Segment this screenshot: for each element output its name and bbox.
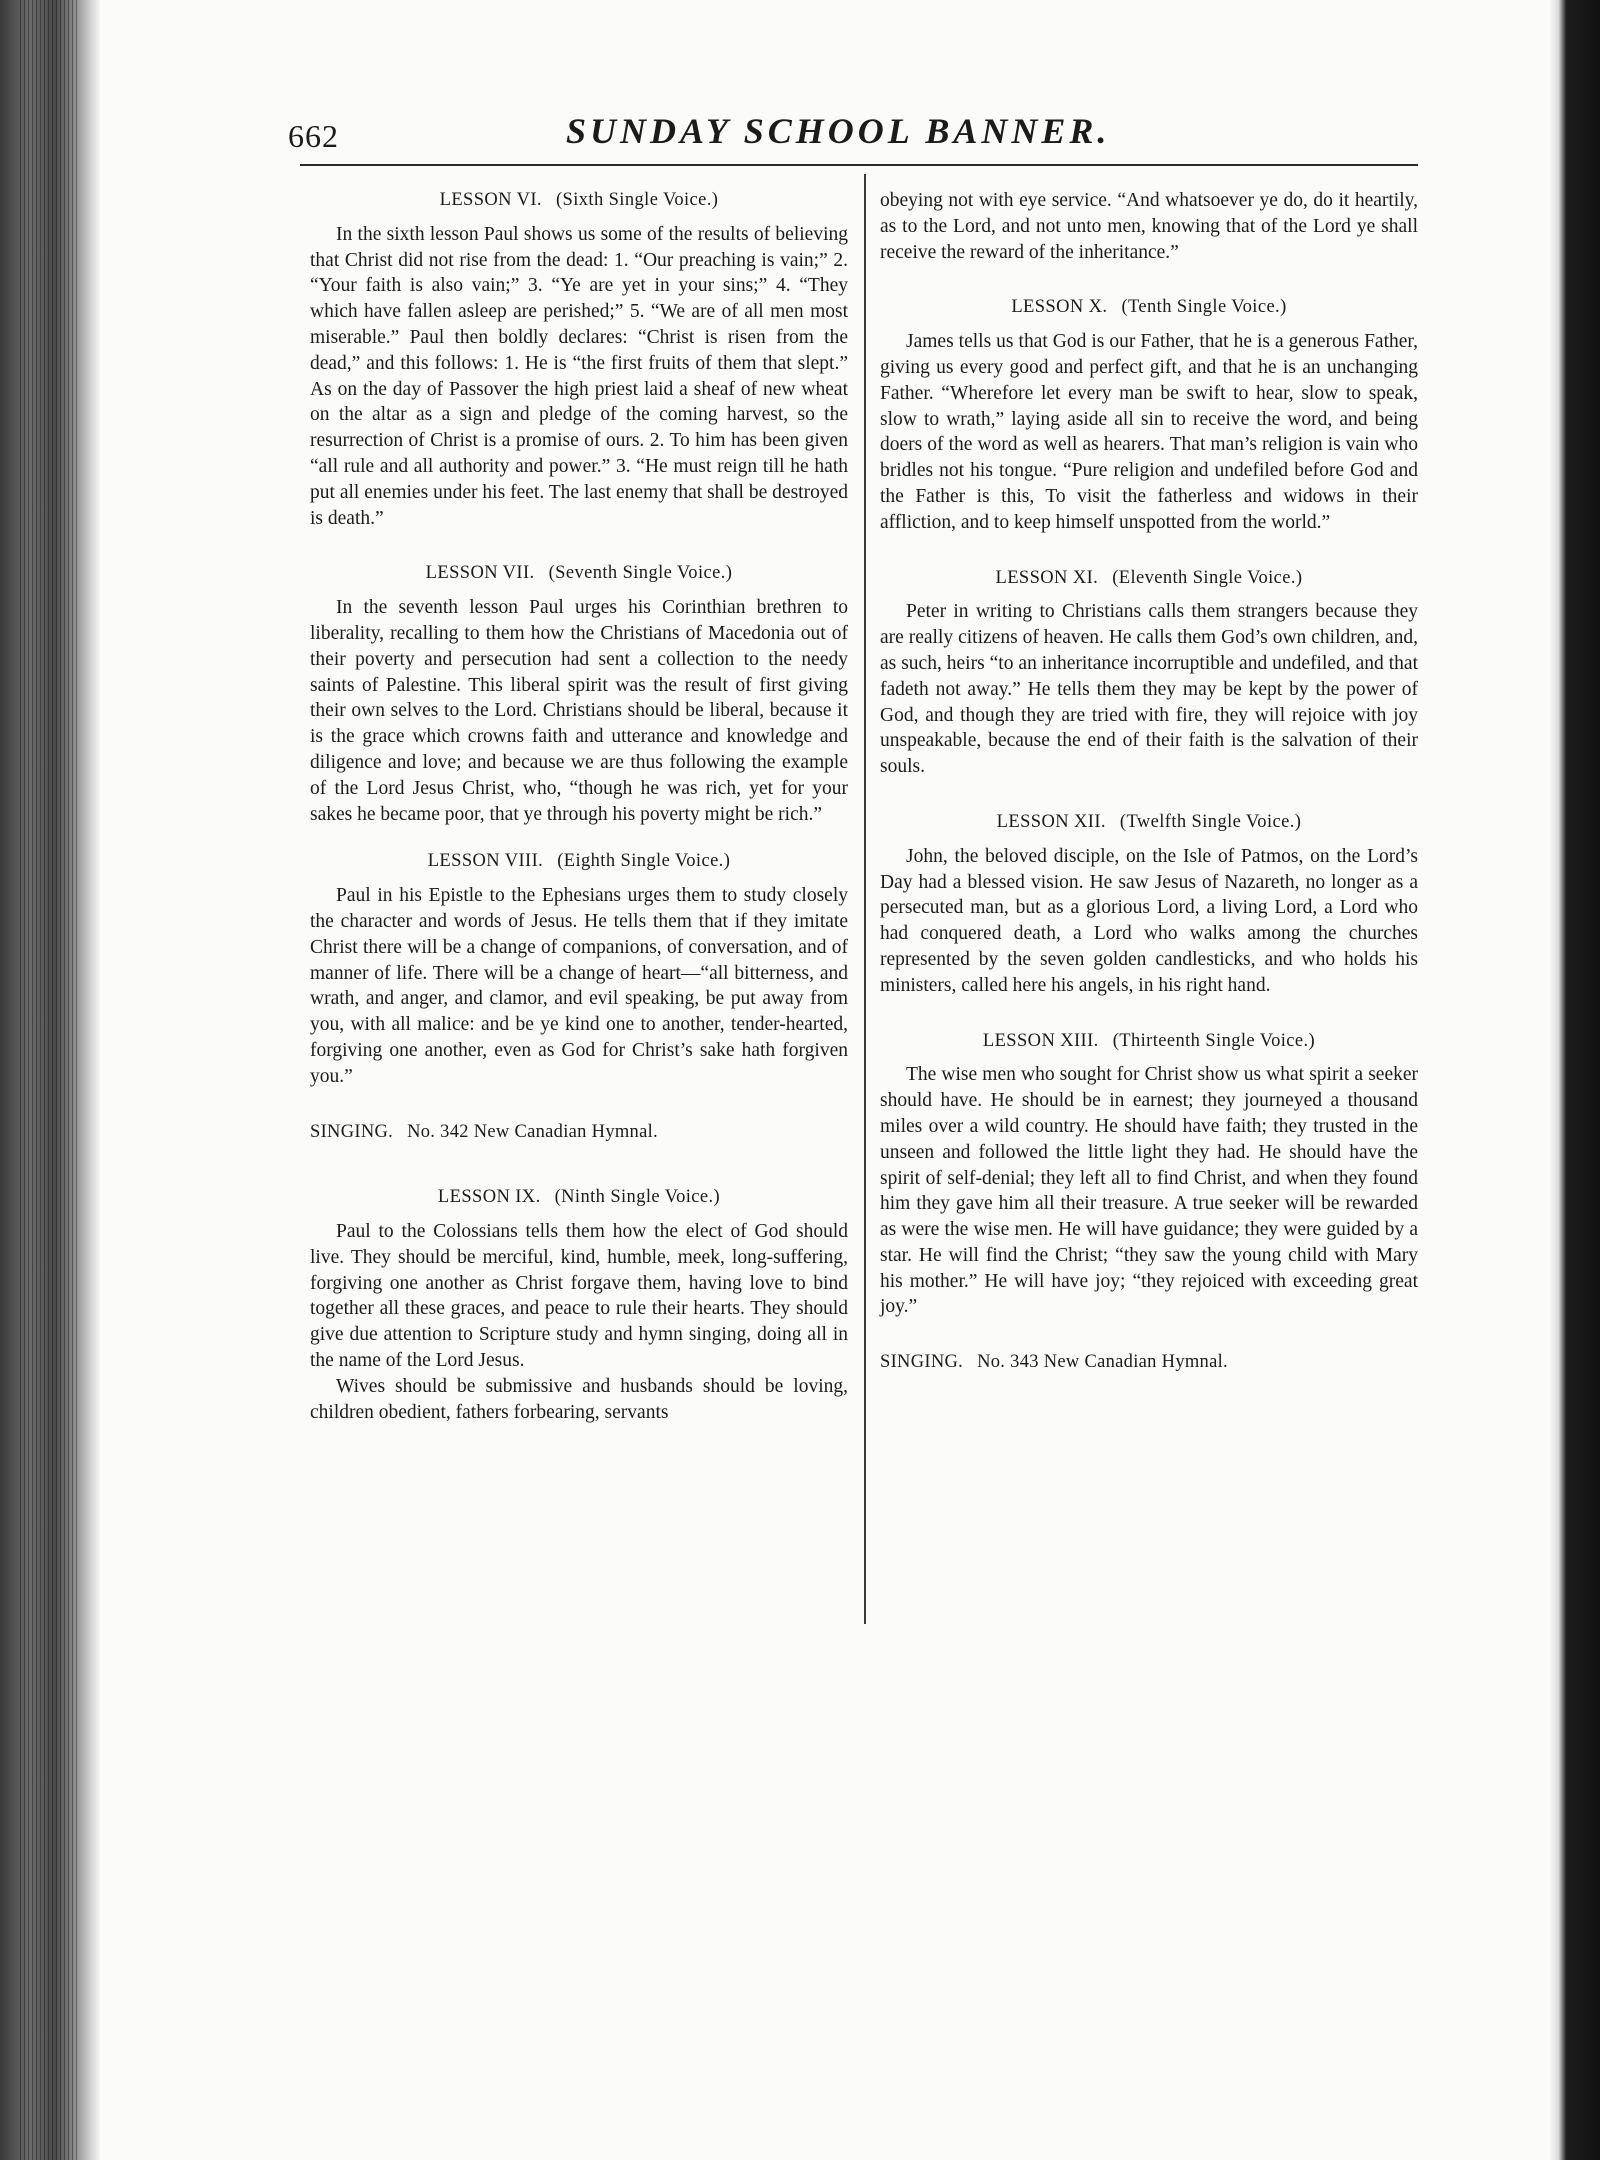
singing-label: SINGING. bbox=[310, 1121, 394, 1142]
lesson-6-title: LESSON VI. bbox=[439, 190, 542, 210]
lesson-10-heading bbox=[880, 295, 1418, 321]
lesson-12-voice: (Twelfth Single Voice.) bbox=[1119, 811, 1302, 832]
lesson-13-text: The wise men who sought for Christ show us what spirit a seeker should have. He should be in earnest; they journeyed a thousand miles over a wild country. He should have faith; they trusted in the unseen and followed the little light they had. He should have the spirit of self-denial; they left all to find Christ, and when they found him they gave him all their treasure. A true seeker will be rewarded as were the wise men. He will have guidance; they were guided by a star. He will find the Christ; “they saw the young child with Mary his mother.” He will have joy; “they rejoiced with exceeding great joy.” bbox=[880, 1064, 1418, 1318]
lesson-6-text: In the sixth lesson Paul shows us some of the results of believing that Christ did not rise from the dead: 1. “Our preaching is vain;” 2. “Your faith is also vain;” 3. “Ye are yet in your sins;” 4. “They which have fallen asleep are perished;” 5. “We are of all men most miserable.” Paul then boldly declares: “Christ is risen from the dead,” and this follows: 1. He is “the first fruits of them that slept.” As on the day of Passover the high priest laid a sheaf of new wheat on the altar as a sign and pledge of the coming harvest, so the resurrection of Christ is a promise of ours. 2. To him has been given “all rule and all authority and power.” 3. “He must reign till he hath put all enemies under his feet. The last enemy that shall be destroyed is death.” bbox=[310, 223, 848, 529]
scanner-edge bbox=[1548, 0, 1600, 2160]
lesson-10-title: LESSON X. bbox=[1011, 297, 1108, 318]
singing-342 bbox=[310, 1120, 848, 1146]
lesson-10-text: James tells us that God is our Father, that he is a generous Father, giving us every good and perfect gift, and that he is an unchanging Father. “Wherefore let every man be swift to hear, slow to speak, slow to wrath,” laying aside all sin to receive the word, and being doers of the word as well as hearers. That man’s religion is vain who bridles not his tongue. “Pure religion and undefiled before God and the Father is this, To visit the fatherless and widows in their affliction, and to keep himself unspotted from the world.” bbox=[880, 331, 1418, 533]
lesson-9-heading bbox=[310, 1185, 848, 1211]
lesson-6-heading bbox=[310, 188, 848, 214]
column-divider bbox=[864, 174, 866, 1624]
singing-label: SINGING. bbox=[880, 1352, 964, 1373]
lesson-8-voice: (Eighth Single Voice.) bbox=[557, 851, 731, 872]
lesson-9-text-2: Wives should be submissive and husbands should be loving, children obedient, fathers forbearing, servants bbox=[310, 1375, 848, 1423]
lesson-11-heading bbox=[880, 566, 1418, 592]
lesson-13-title: LESSON XIII. bbox=[982, 1030, 1099, 1051]
lesson-9-title: LESSON IX. bbox=[437, 1187, 541, 1208]
left-column bbox=[310, 188, 848, 1425]
lesson-8-heading bbox=[310, 849, 848, 875]
page-header bbox=[288, 108, 1420, 158]
singing-343 bbox=[880, 1350, 1418, 1376]
page-stack-edges bbox=[20, 0, 80, 2160]
continuation-text: obeying not with eye service. “And whatsoever ye do, do it heartily, as to the Lord, and not unto men, knowing that of the Lord ye shall receive the reward of the inheritance.” bbox=[880, 190, 1418, 263]
singing-hymn: No. 343 New Canadian Hymnal. bbox=[977, 1352, 1228, 1373]
lesson-9-text: Paul to the Colossians tells them how the elect of God should live. They should be merciful, kind, humble, meek, long-suffering, forgiving one another as Christ forgave them, having love to bind together all these graces, and peace to rule their hearts. They should give due attention to Scripture study and hymn singing, doing all in the name of the Lord Jesus. bbox=[310, 1221, 848, 1372]
lesson-6-voice: (Sixth Single Voice.) bbox=[555, 190, 719, 210]
lesson-12-heading bbox=[880, 810, 1418, 836]
header-rule bbox=[300, 164, 1418, 166]
lesson-13-heading bbox=[880, 1029, 1418, 1055]
lesson-11-title: LESSON XI. bbox=[995, 567, 1099, 588]
right-column bbox=[880, 188, 1418, 1376]
singing-hymn: No. 342 New Canadian Hymnal. bbox=[407, 1121, 658, 1142]
lesson-10-voice: (Tenth Single Voice.) bbox=[1121, 297, 1287, 318]
lesson-7-voice: (Seventh Single Voice.) bbox=[548, 563, 733, 584]
lesson-11-text: Peter in writing to Christians calls them strangers because they are really citizens of heaven. He calls them God’s own children, and, as such, heirs “to an inheritance incorruptible and undefiled, and that fadeth not away.” He tells them they may be kept by the power of God, and though they are tried with fire, they will rejoice with joy unspeakable, because the end of their faith is the salvation of their souls. bbox=[880, 601, 1418, 778]
lesson-7-heading bbox=[310, 561, 848, 587]
lesson-7-text: In the seventh lesson Paul urges his Corinthian brethren to liberality, recalling to them how the Christians of Macedonia out of their poverty and persecution had sent a collection to the needy saints of Palestine. This liberal spirit was the result of first giving their own selves to the Lord. Christians should be liberal, because it is the grace which crowns faith and utterance and knowledge and diligence and love; and because we are thus following the example of the Lord Jesus Christ, who, “though he was rich, yet for your sakes he became poor, that ye through his poverty might be rich.” bbox=[310, 597, 848, 825]
lesson-9-voice: (Ninth Single Voice.) bbox=[554, 1187, 721, 1208]
lesson-8-title: LESSON VIII. bbox=[427, 851, 544, 872]
lesson-12-text: John, the beloved disciple, on the Isle of Patmos, on the Lord’s Day had a blessed vision. He saw Jesus of Nazareth, no longer as a persecuted man, but as a glorious Lord, a living Lord, a Lord who had conquered death, a Lord who walks among the churches represented by the seven golden candlesticks, and who holds his ministers, called here his angels, in his right hand. bbox=[880, 845, 1418, 996]
lesson-11-voice: (Eleventh Single Voice.) bbox=[1112, 567, 1303, 588]
lesson-12-title: LESSON XII. bbox=[996, 811, 1106, 832]
lesson-7-title: LESSON VII. bbox=[425, 563, 535, 584]
running-title: SUNDAY SCHOOL BANNER. bbox=[566, 111, 1111, 151]
lesson-8-text: Paul in his Epistle to the Ephesians urges them to study closely the character and words of Jesus. He tells them that if they imitate Christ there will be a change of companions, of conversation, and of manner of life. There will be a change of heart—“all bitterness, and wrath, and anger, and clamor, and evil speaking, be put away from you, with all malice: and be ye kind one to another, tender-hearted, forgiving one another, even as God for Christ’s sake hath forgiven you.” bbox=[310, 885, 848, 1087]
lesson-13-voice: (Thirteenth Single Voice.) bbox=[1112, 1030, 1316, 1051]
page-number: 662 bbox=[288, 118, 339, 154]
